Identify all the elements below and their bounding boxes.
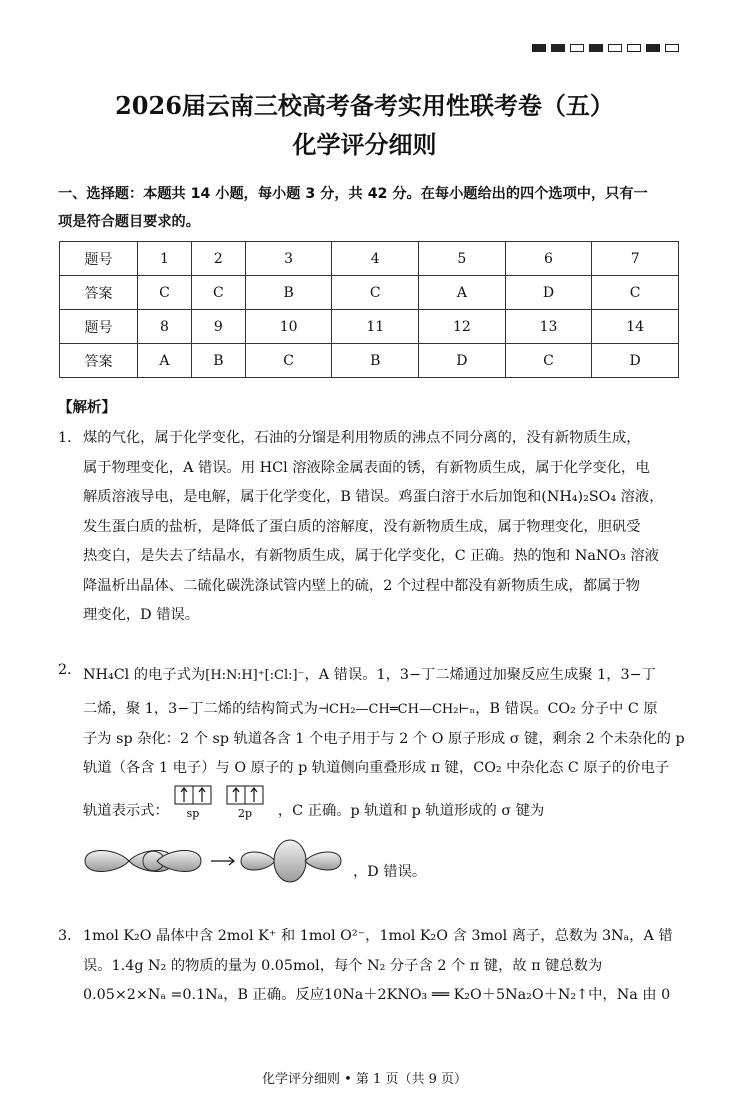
table-cell: C bbox=[505, 344, 592, 378]
table-cell: 5 bbox=[419, 242, 506, 276]
table-cell: 6 bbox=[505, 242, 592, 276]
question-number: 2． bbox=[58, 662, 82, 678]
text-line: 理变化，D 错误。 bbox=[83, 607, 200, 623]
table-cell: C bbox=[332, 276, 419, 310]
text-line: 降温析出晶体、二硫化碳洗涤试管内壁上的硫，2 个过程中都没有新物质生成，都属于物 bbox=[83, 577, 640, 594]
sigma-bond-svg bbox=[83, 838, 353, 884]
table-cell: 8 bbox=[138, 310, 192, 344]
table-cell: 4 bbox=[332, 242, 419, 276]
code-mark bbox=[589, 44, 603, 52]
table-row bbox=[60, 242, 679, 276]
table-row bbox=[60, 276, 679, 310]
row-header-cell: 答案 bbox=[60, 276, 138, 310]
text-line: 发生蛋白质的盐析，是降低了蛋白质的溶解度，没有新物质生成，属于物理变化，胆矾受 bbox=[83, 518, 641, 535]
document-subtitle: 化学评分细则 bbox=[292, 130, 437, 159]
text-fragment: NH₄Cl 的电子式为 bbox=[83, 667, 206, 683]
text-line: 0.05×2×Nₐ =0.1Nₐ，B 正确。反应10Na＋2KNO₃ ══ K₂O＋5Na₂O＋N₂↑中，Na 由 0 bbox=[83, 987, 671, 1003]
text-fragment: 轨道表示式： bbox=[83, 802, 169, 819]
question-number: 1． bbox=[58, 430, 82, 446]
table-cell: B bbox=[332, 344, 419, 378]
text-line: 煤的气化，属于化学变化，石油的分馏是利用物质的沸点不同分离的，没有新物质生成， bbox=[83, 430, 641, 446]
code-mark bbox=[551, 44, 565, 52]
table-row bbox=[60, 344, 679, 378]
text-line bbox=[58, 838, 683, 906]
code-mark bbox=[665, 44, 679, 52]
sigma-bond-diagram bbox=[83, 838, 353, 906]
table-cell: 1 bbox=[138, 242, 192, 276]
table-cell: 2 bbox=[191, 242, 245, 276]
document-title: 2026届云南三校高考备考实用性联考卷（五） bbox=[115, 91, 614, 120]
text-line bbox=[58, 695, 683, 725]
text-fragment: ，B 错误。CO₂ 分子中 C 原 bbox=[475, 701, 658, 717]
text-fragment: ，D 错误。 bbox=[353, 863, 427, 880]
table-cell: 12 bbox=[419, 310, 506, 344]
orbital-diagram bbox=[173, 784, 273, 838]
orbital-label-2p: 2p bbox=[238, 806, 253, 820]
text-line: 误。1.4g N₂ 的物质的量为 0.05mol，每个 N₂ 分子含 2 个 π 键，故 π 键总数为 bbox=[83, 957, 603, 974]
table-cell: C bbox=[191, 276, 245, 310]
code-mark bbox=[627, 44, 641, 52]
analysis-q2 bbox=[58, 656, 683, 906]
table-cell: 7 bbox=[592, 242, 679, 276]
text-line: 1mol K₂O 晶体中含 2mol K⁺ 和 1mol O²⁻，1mol K₂O 含 3mol 离子，总数为 3Nₐ，A 错 bbox=[83, 928, 673, 944]
table-cell: C bbox=[245, 344, 332, 378]
page-code-marks bbox=[532, 44, 679, 52]
orbital-label-sp: sp bbox=[186, 806, 200, 820]
table-cell: C bbox=[138, 276, 192, 310]
table-cell: A bbox=[419, 276, 506, 310]
table-row bbox=[60, 310, 679, 344]
electron-formula: [H:N:H]⁺[:Cl:]⁻ bbox=[205, 668, 305, 683]
analysis-heading: 【解析】 bbox=[58, 400, 116, 416]
table-cell: 13 bbox=[505, 310, 592, 344]
code-mark bbox=[646, 44, 660, 52]
orbital-boxes-svg bbox=[173, 784, 273, 820]
code-mark bbox=[570, 44, 584, 52]
section-intro bbox=[58, 180, 678, 236]
analysis-q3 bbox=[58, 922, 683, 1011]
answer-table bbox=[59, 241, 679, 378]
text-fragment: ，C 正确。p 轨道和 p 轨道形成的 σ 键为 bbox=[277, 802, 545, 819]
text-line: 热变白，是失去了结晶水，有新物质生成，属于化学变化，C 正确。热的饱和 NaNO₃ 溶液 bbox=[83, 548, 659, 564]
table-cell: 10 bbox=[245, 310, 332, 344]
table-cell: C bbox=[592, 276, 679, 310]
table-cell: 14 bbox=[592, 310, 679, 344]
row-header-cell: 题号 bbox=[60, 310, 138, 344]
intro-line: 项是符合题目要求的。 bbox=[58, 214, 200, 230]
table-cell: 9 bbox=[191, 310, 245, 344]
question-number: 3． bbox=[58, 928, 82, 944]
code-mark bbox=[532, 44, 546, 52]
intro-line: 一、选择题：本题共 14 小题，每小题 3 分，共 42 分。在每小题给出的四个选项中，只有一 bbox=[58, 186, 648, 202]
analysis-q1 bbox=[58, 424, 683, 631]
table-cell: B bbox=[191, 344, 245, 378]
row-header-cell: 题号 bbox=[60, 242, 138, 276]
code-mark bbox=[608, 44, 622, 52]
table-cell: A bbox=[138, 344, 192, 378]
row-header-cell: 答案 bbox=[60, 344, 138, 378]
table-cell: 11 bbox=[332, 310, 419, 344]
structural-formula: ⊣CH₂—CH═CH—CH₂⊢ₙ bbox=[317, 702, 476, 717]
text-line: 子为 sp 杂化：2 个 sp 轨道各含 1 个电子用于与 2 个 O 原子形成 σ 键，剩余 2 个未杂化的 p bbox=[83, 730, 685, 747]
table-cell: D bbox=[505, 276, 592, 310]
text-line bbox=[58, 656, 683, 695]
page-footer: 化学评分细则 • 第 1 页（共 9 页） bbox=[261, 1072, 467, 1087]
text-line: 属于物理变化，A 错误。用 HCl 溶液除金属表面的锈，有新物质生成，属于化学变化，电 bbox=[83, 459, 650, 476]
text-line: 解质溶液导电，是电解，属于化学变化，B 错误。鸡蛋白溶于水后加饱和(NH₄)₂SO₄ 溶液， bbox=[83, 489, 664, 505]
table-cell: D bbox=[592, 344, 679, 378]
text-line: 轨道（各含 1 电子）与 O 原子的 p 轨道侧向重叠形成 π 键，CO₂ 中杂化态 C 原子的价电子 bbox=[83, 760, 670, 776]
text-line bbox=[58, 784, 683, 838]
table-cell: 3 bbox=[245, 242, 332, 276]
table-cell: D bbox=[419, 344, 506, 378]
text-fragment: 二烯，聚 1，3−丁二烯的结构简式为 bbox=[83, 701, 318, 717]
table-cell: B bbox=[245, 276, 332, 310]
text-fragment: ，A 错误。1，3−丁二烯通过加聚反应生成聚 1，3−丁 bbox=[304, 667, 656, 683]
